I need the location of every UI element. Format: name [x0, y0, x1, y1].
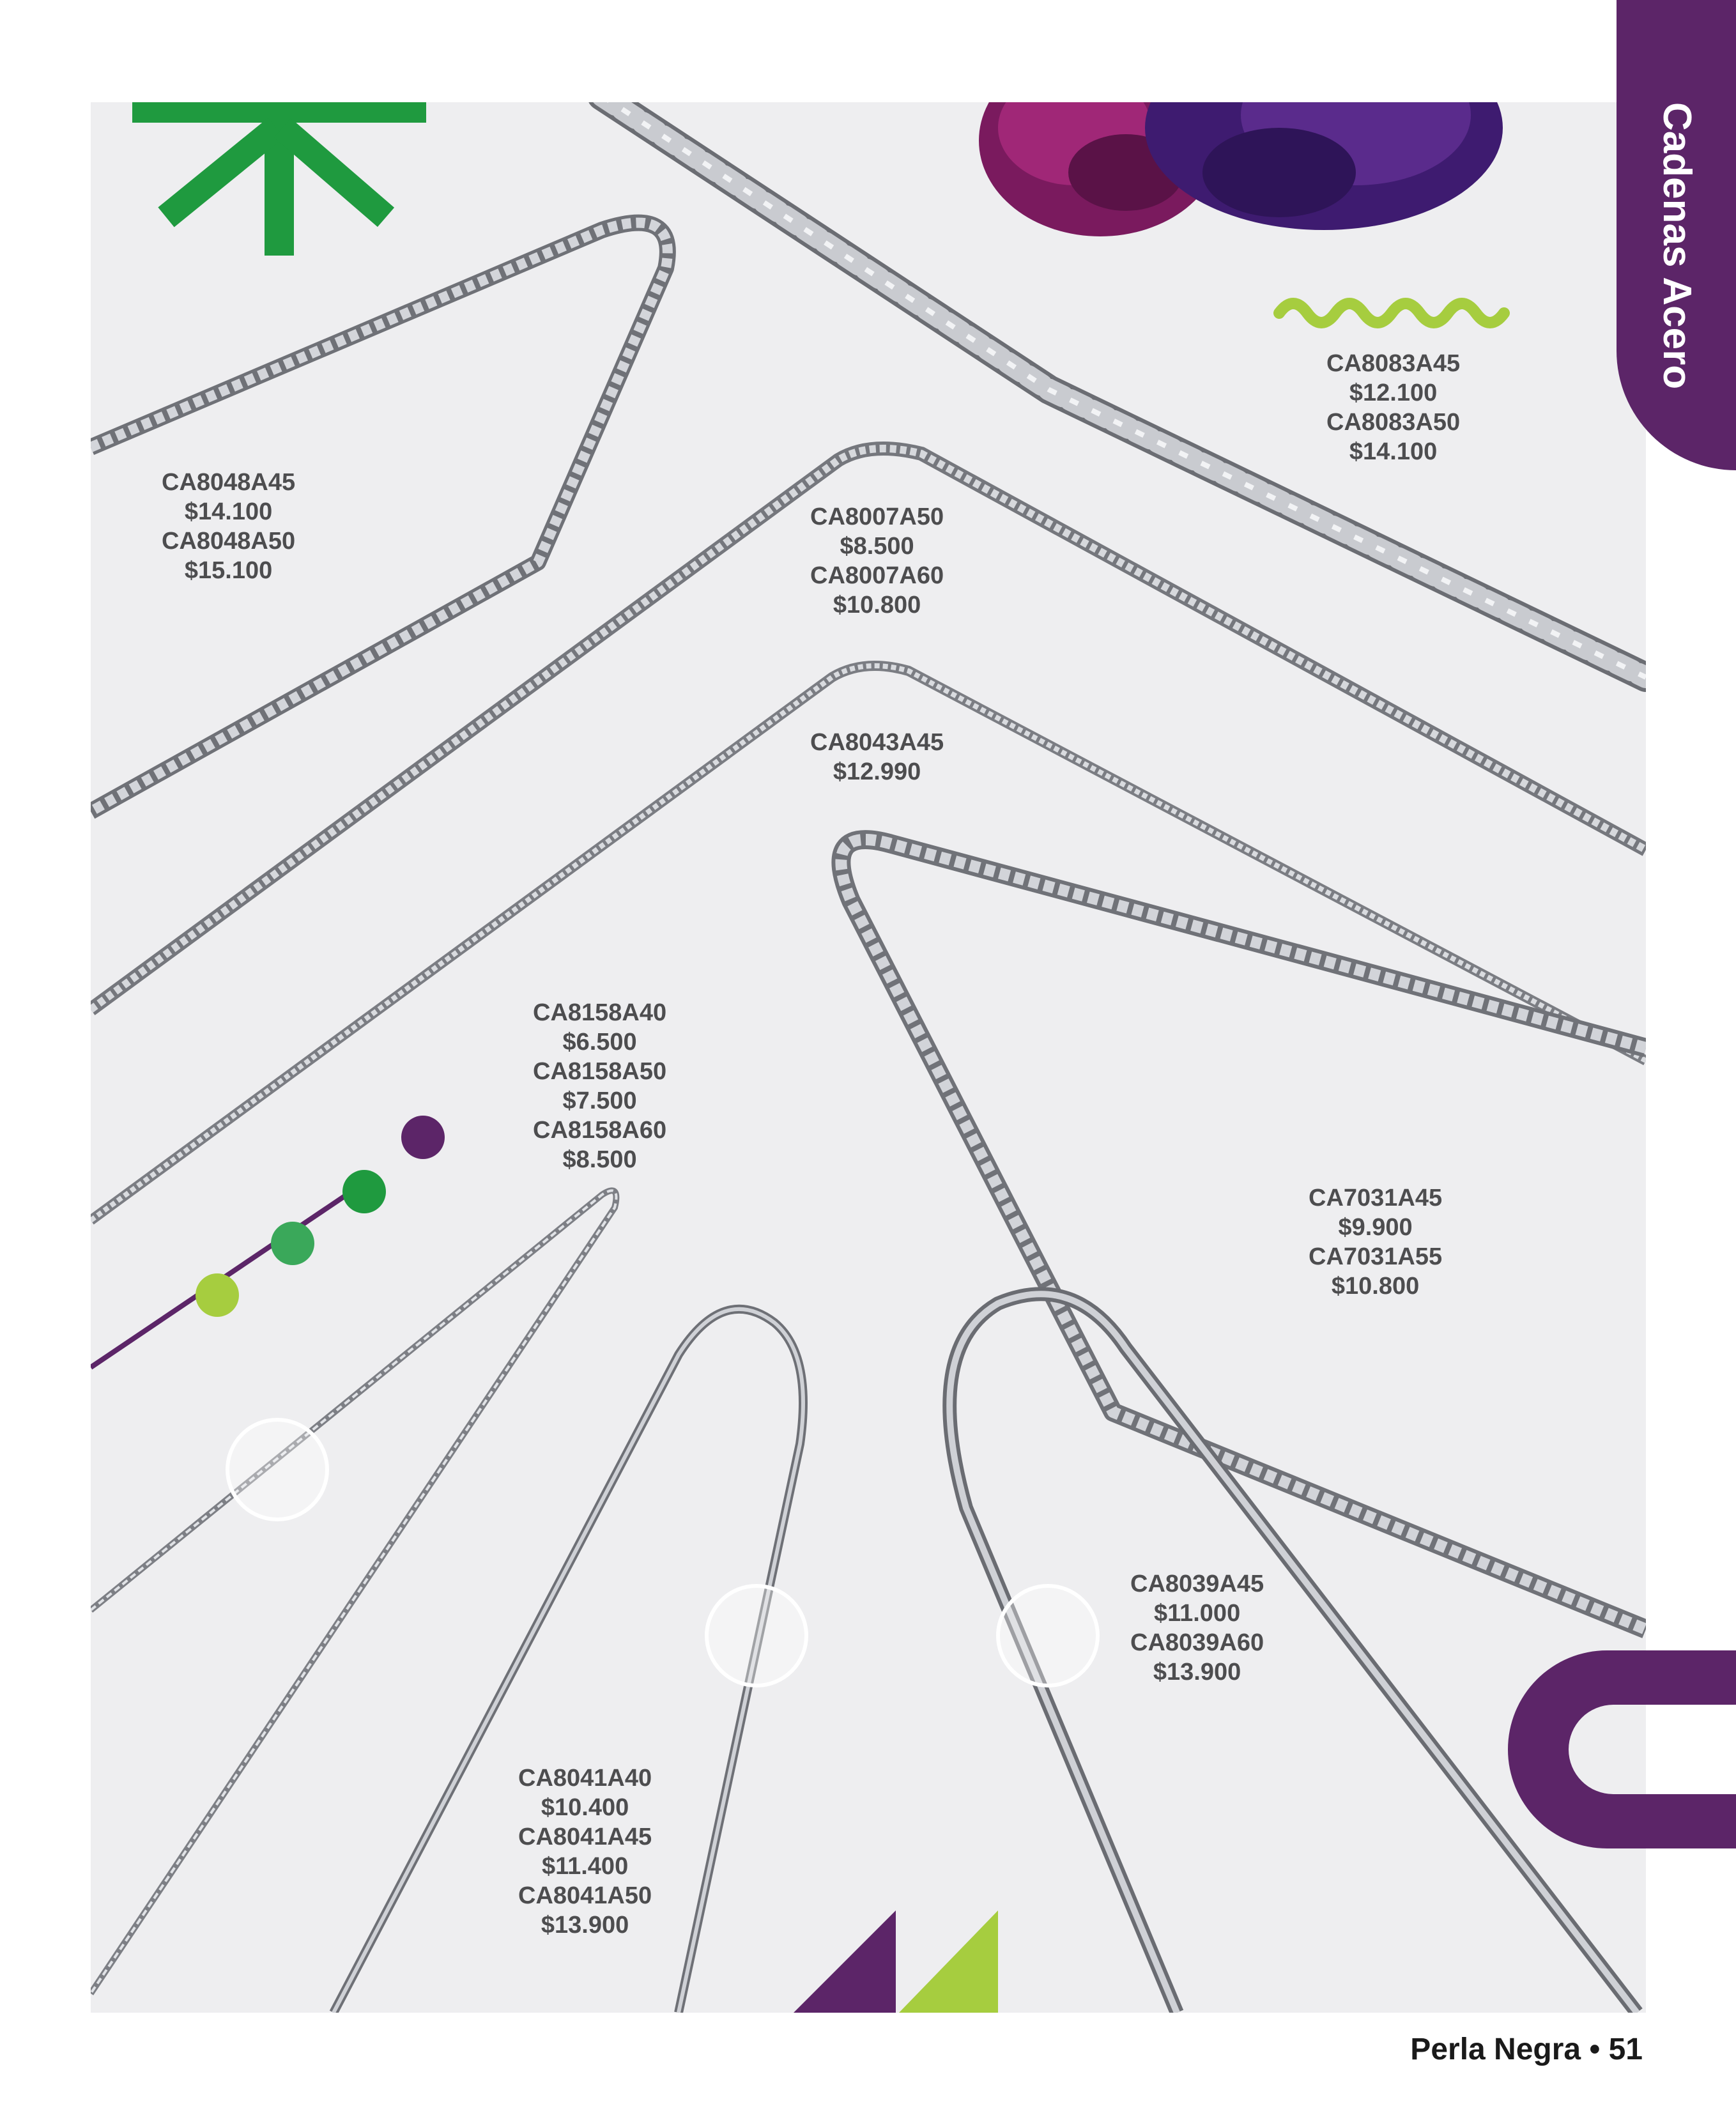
- page-footer: [1410, 2032, 1643, 2067]
- zoom-circle-ca8041: [707, 1586, 806, 1686]
- product-price: $9.900: [1338, 1214, 1413, 1241]
- zoom-circle-ca8158: [227, 1420, 327, 1519]
- zoom-circles: [227, 1420, 1098, 1686]
- product-code: CA8039A60: [1130, 1629, 1264, 1656]
- footer-separator: •: [1589, 2032, 1601, 2066]
- product-price: $13.900: [1153, 1659, 1241, 1686]
- product-code: CA8039A45: [1130, 1571, 1264, 1597]
- product-price: $10.800: [833, 592, 921, 619]
- product-code: CA8158A60: [533, 1117, 667, 1144]
- product-label-ca8083: [1326, 349, 1460, 466]
- product-code: CA8041A50: [518, 1882, 652, 1909]
- product-price: $8.500: [562, 1146, 637, 1173]
- footer-brand: Perla Negra: [1410, 2032, 1581, 2066]
- product-code: CA8158A40: [533, 999, 667, 1026]
- product-price: $14.100: [184, 498, 273, 525]
- product-price: $8.500: [840, 533, 914, 560]
- product-code: CA8158A50: [533, 1058, 667, 1085]
- section-tab-title: Cadenas Acero: [1655, 102, 1699, 390]
- green-asterisk-decor: [132, 102, 426, 256]
- page-number: 51: [1608, 2032, 1643, 2066]
- product-price: $12.990: [833, 758, 921, 785]
- product-code: CA8007A60: [810, 562, 944, 589]
- product-label-ca8048: [162, 468, 295, 585]
- dots-line-decor: [91, 1116, 445, 1367]
- purple-flowers-decor: [979, 102, 1503, 236]
- lime-wave-decor: [1279, 304, 1504, 323]
- product-price: $15.100: [184, 557, 273, 584]
- product-price: $10.400: [541, 1794, 629, 1821]
- purple-u-decor: [1508, 1650, 1736, 1848]
- product-price: $10.800: [1331, 1273, 1420, 1300]
- product-code: CA8041A40: [518, 1765, 652, 1792]
- triangles-decor: [794, 1910, 998, 2013]
- product-label-ca8007: [810, 502, 944, 620]
- product-price: $13.900: [541, 1912, 629, 1939]
- product-price: $7.500: [562, 1087, 637, 1114]
- product-code: CA8041A45: [518, 1824, 652, 1850]
- product-price: $6.500: [562, 1029, 637, 1056]
- product-label-ca8043: [810, 728, 944, 787]
- product-label-ca8158: [533, 998, 666, 1174]
- product-price: $12.100: [1349, 380, 1438, 406]
- product-code: CA8048A45: [162, 469, 296, 496]
- product-price: $11.000: [1153, 1600, 1241, 1627]
- product-code: CA7031A55: [1309, 1243, 1443, 1270]
- product-code: CA7031A45: [1309, 1185, 1443, 1211]
- product-price: $11.400: [541, 1853, 629, 1880]
- product-code: CA8083A50: [1326, 409, 1461, 436]
- product-code: CA8083A45: [1326, 350, 1461, 377]
- product-price: $14.100: [1349, 438, 1438, 465]
- product-code: CA8007A50: [810, 503, 944, 530]
- product-code: CA8048A50: [162, 528, 296, 555]
- product-label-ca8041: [518, 1763, 652, 1940]
- product-label-ca7031: [1309, 1183, 1442, 1301]
- product-code: CA8043A45: [810, 729, 944, 756]
- zoom-circle-ca8039: [998, 1586, 1098, 1686]
- product-label-ca8039: [1130, 1569, 1264, 1687]
